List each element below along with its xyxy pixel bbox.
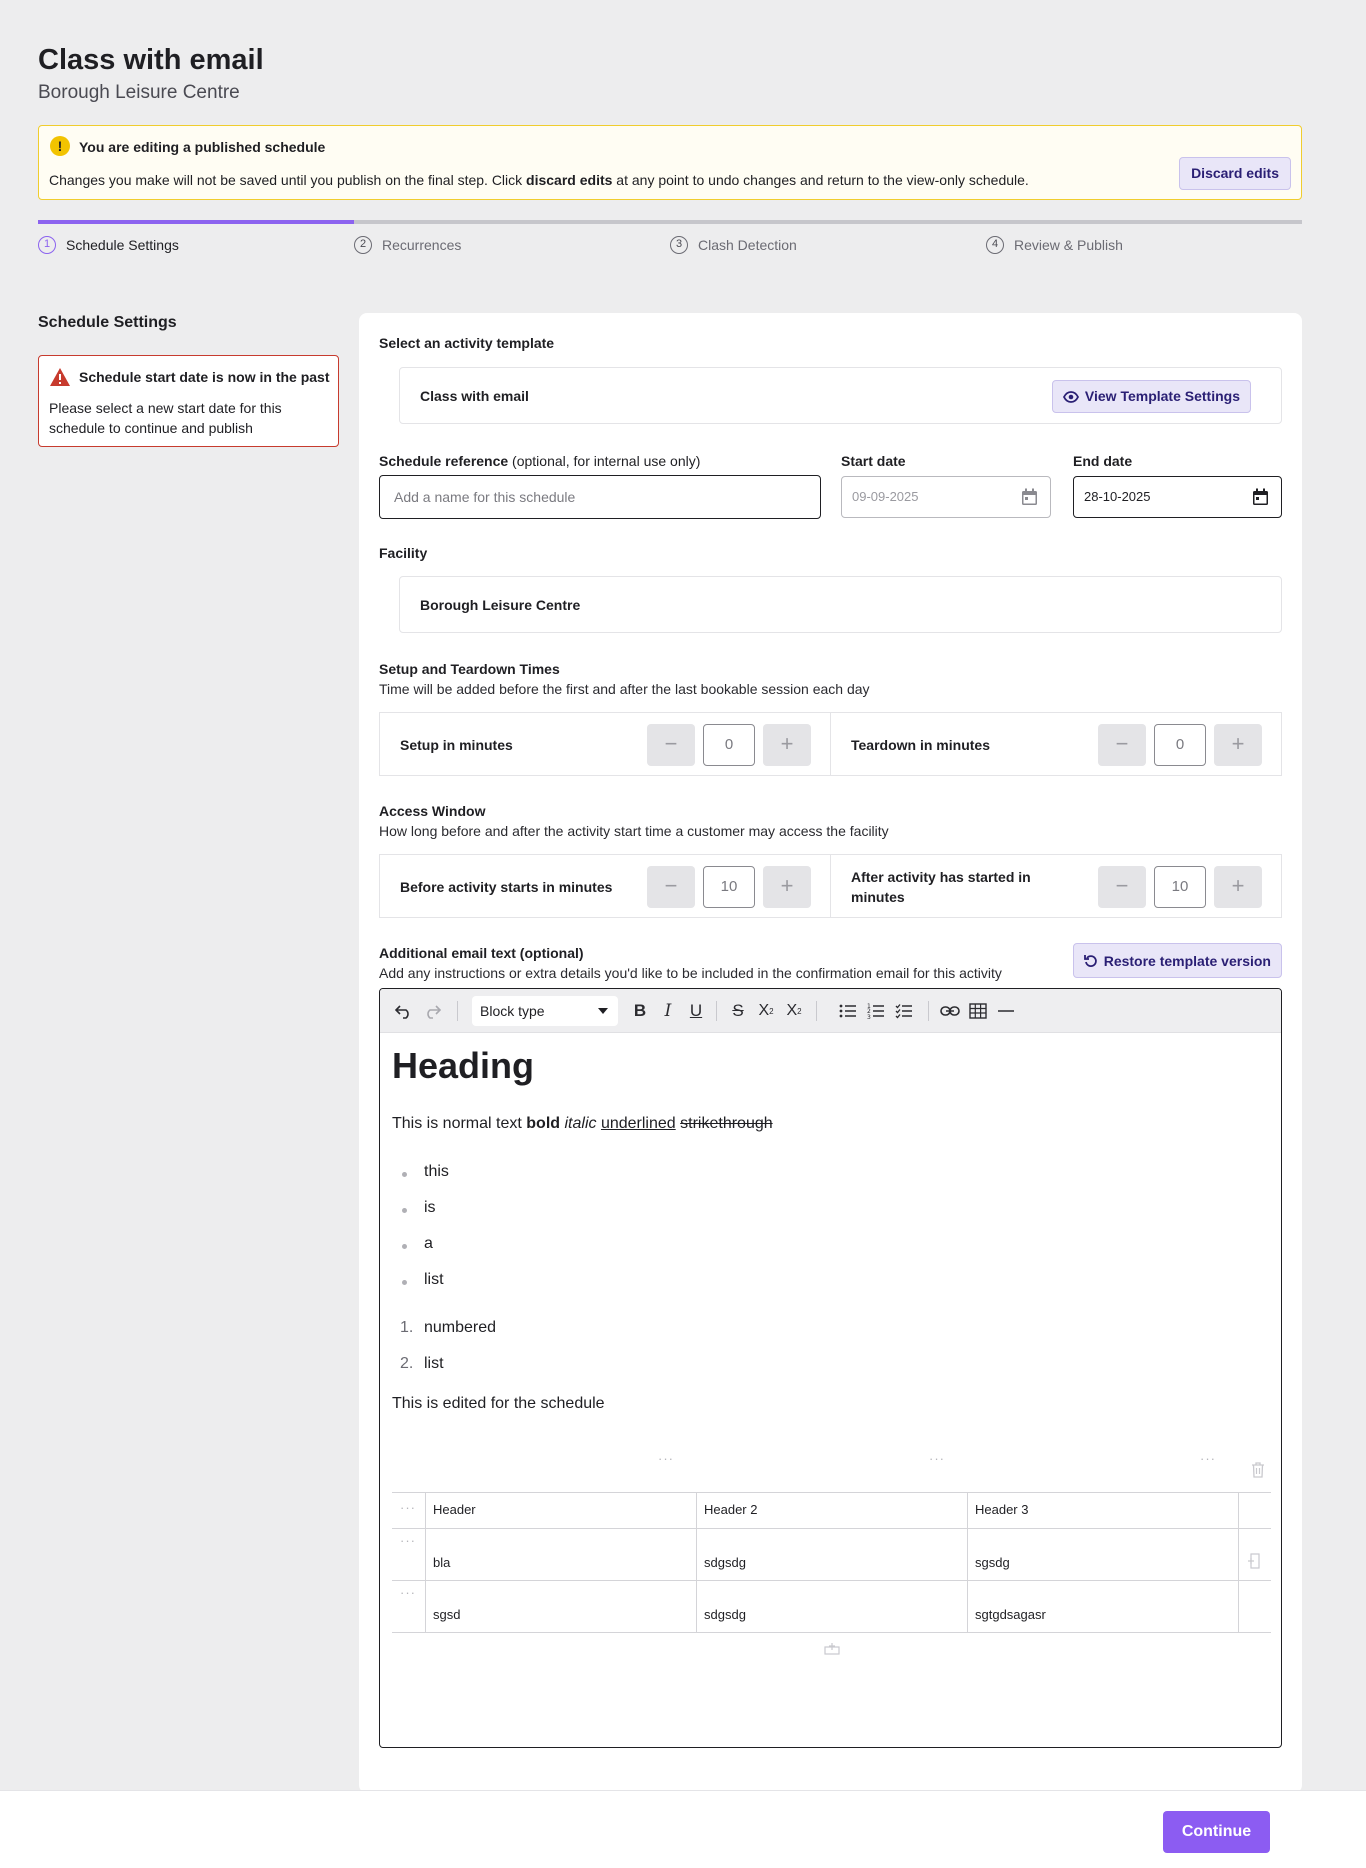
footer-bar [0, 1790, 1366, 1868]
email-text-label: Additional email text (optional) [379, 945, 584, 961]
column-handle-icon[interactable]: ··· [929, 1451, 945, 1466]
underlined-text: underlined [600, 1115, 676, 1132]
before-access-value[interactable]: 10 [703, 866, 755, 908]
add-column-icon[interactable] [1248, 1553, 1260, 1569]
redo-icon[interactable] [420, 999, 444, 1023]
setup-increment-button[interactable]: + [763, 724, 811, 766]
horizontal-rule-icon[interactable] [994, 999, 1018, 1023]
add-row-icon[interactable] [824, 1643, 840, 1655]
list-number: 2. [400, 1355, 414, 1372]
toolbar-divider [457, 1001, 458, 1021]
table-add-column-area [1238, 1529, 1271, 1580]
list-item: this [424, 1163, 449, 1180]
schedule-reference-hint: (optional, for internal use only) [508, 453, 701, 469]
start-date-error-alert [38, 355, 339, 447]
numbered-list-icon[interactable] [864, 999, 888, 1023]
list-item: is [424, 1199, 436, 1216]
setup-label: Setup in minutes [400, 737, 513, 753]
end-date-value: 28-10-2025 [1084, 489, 1151, 504]
rich-text-editor[interactable] [379, 988, 1282, 1748]
error-body: Please select a new start date for this schedule to continue and publish [49, 400, 282, 436]
restore-template-version-label: Restore template version [1103, 952, 1271, 969]
error-heading: Schedule start date is now in the past [79, 369, 330, 385]
facility-value: Borough Leisure Centre [420, 597, 581, 613]
delete-table-icon[interactable] [1251, 1462, 1265, 1478]
table-row [392, 1581, 1271, 1633]
schedule-reference-input[interactable] [379, 475, 821, 519]
link-icon[interactable] [938, 999, 962, 1023]
toolbar-divider [816, 1001, 817, 1021]
table-cell[interactable]: sdgsdg [696, 1529, 967, 1580]
toolbar-divider [716, 1001, 717, 1021]
view-template-settings-button[interactable] [1052, 380, 1251, 413]
underline-icon[interactable]: U [689, 1001, 703, 1020]
before-access-label: Before activity starts in minutes [400, 879, 613, 895]
table-header-cell[interactable]: Header 3 [967, 1493, 1238, 1528]
editor-toolbar [380, 989, 1281, 1033]
after-access-label: After activity has started in minutes [851, 869, 1031, 905]
warning-triangle-icon [49, 367, 71, 387]
undo-icon[interactable] [392, 999, 416, 1023]
table-cell[interactable]: sgsdg [967, 1529, 1238, 1580]
table-add-column-area [1238, 1493, 1271, 1528]
step-recurrences[interactable] [354, 220, 670, 260]
published-schedule-alert [38, 125, 1302, 200]
settings-card [359, 313, 1302, 1793]
column-handle-icon[interactable]: ··· [1200, 1451, 1216, 1466]
block-type-value: Block type [480, 1003, 545, 1019]
teardown-label: Teardown in minutes [851, 737, 990, 753]
step-label: Clash Detection [698, 237, 797, 253]
start-date-label: Start date [841, 453, 906, 469]
teardown-increment-button[interactable]: + [1214, 724, 1262, 766]
schedule-reference-label-text: Schedule reference [379, 453, 509, 469]
teardown-value[interactable]: 0 [1154, 724, 1206, 766]
svg-text:3: 3 [867, 1014, 871, 1020]
alert-body-prefix: Changes you make will not be saved until you publish on the final step. Click [49, 172, 527, 188]
table-header-cell[interactable]: Header [425, 1493, 696, 1528]
progress-stepper [38, 220, 1302, 260]
row-handle-icon[interactable]: ··· [400, 1500, 416, 1515]
restore-icon [1084, 954, 1098, 968]
before-access-panel [379, 854, 831, 918]
warning-circle-icon: ! [50, 136, 70, 156]
normal-text: This is normal text [392, 1115, 527, 1132]
after-access-value[interactable]: 10 [1154, 866, 1206, 908]
table-cell[interactable]: bla [425, 1529, 696, 1580]
alert-body-suffix: at any point to undo changes and return to the view-only schedule. [612, 172, 1029, 188]
page-subtitle: Borough Leisure Centre [38, 82, 240, 103]
access-window-description: How long before and after the activity start time a customer may access the facility [379, 823, 889, 839]
alert-body [49, 172, 1029, 188]
setup-decrement-button[interactable]: − [647, 724, 695, 766]
step-label: Review & Publish [1014, 237, 1123, 253]
bold-text: bold [526, 1115, 561, 1132]
bullet-marker [402, 1244, 407, 1249]
teardown-panel [830, 712, 1282, 776]
facility-label: Facility [379, 545, 428, 561]
setup-value[interactable]: 0 [703, 724, 755, 766]
content-heading: Heading [392, 1045, 535, 1086]
eye-icon [1063, 391, 1079, 403]
access-window-label: Access Window [379, 803, 486, 819]
before-access-decrement-button[interactable]: − [647, 866, 695, 908]
restore-template-version-button[interactable] [1073, 943, 1282, 978]
start-date-value: 09-09-2025 [852, 489, 919, 504]
calendar-icon [1021, 488, 1038, 506]
after-access-decrement-button[interactable]: − [1098, 866, 1146, 908]
numbered-item: list [424, 1355, 444, 1372]
column-handle-icon[interactable]: ··· [658, 1451, 674, 1466]
page-title: Class with email [38, 44, 264, 76]
discard-edits-button[interactable]: Discard edits [1179, 157, 1291, 190]
subscript-icon[interactable]: X 2 [786, 1002, 802, 1019]
before-access-increment-button[interactable]: + [763, 866, 811, 908]
caret-down-icon [598, 1008, 608, 1014]
step-number: 4 [986, 236, 1004, 254]
teardown-decrement-button[interactable]: − [1098, 724, 1146, 766]
step-number: 2 [354, 236, 372, 254]
activity-template-value: Class with email [420, 388, 529, 404]
alert-heading: You are editing a published schedule [79, 139, 326, 155]
setup-panel [379, 712, 831, 776]
bullet-marker [402, 1280, 407, 1285]
italic-text: italic [564, 1115, 597, 1132]
step-number: 1 [38, 236, 56, 254]
row-handle-icon[interactable]: ··· [400, 1585, 416, 1600]
activity-template-label: Select an activity template [379, 335, 555, 351]
after-access-panel [830, 854, 1282, 918]
block-type-select[interactable] [472, 996, 618, 1026]
table-icon[interactable] [966, 999, 990, 1023]
facility-row[interactable] [399, 576, 1282, 633]
bold-icon[interactable]: B [633, 1001, 647, 1020]
alert-body-bold: discard edits [526, 172, 613, 188]
table-cell[interactable]: sgsd [425, 1581, 696, 1632]
schedule-reference-label [379, 453, 700, 469]
step-schedule-settings[interactable] [38, 220, 354, 260]
table-header-row [392, 1493, 1271, 1529]
numbered-item: numbered [424, 1319, 497, 1336]
strikethrough-icon[interactable]: S [732, 1001, 744, 1020]
after-access-increment-button[interactable]: + [1214, 866, 1262, 908]
email-text-description: Add any instructions or extra details you'd like to be included in the confirmation email for this activity [379, 965, 1002, 981]
bullet-marker [402, 1172, 407, 1177]
end-date-label: End date [1073, 453, 1133, 469]
setup-teardown-description: Time will be added before the first and after the last bookable session each day [379, 681, 870, 697]
view-template-settings-label: View Template Settings [1084, 388, 1240, 404]
activity-template-row[interactable] [399, 367, 1282, 424]
superscript-icon[interactable]: X 2 [758, 1002, 774, 1019]
table-row [392, 1529, 1271, 1581]
table-add-column-area [1238, 1581, 1271, 1632]
calendar-icon [1252, 488, 1269, 506]
bullet-marker [402, 1208, 407, 1213]
continue-button[interactable]: Continue [1163, 1811, 1270, 1853]
step-review-publish[interactable] [986, 220, 1302, 260]
content-closing-paragraph: This is edited for the schedule [392, 1395, 605, 1412]
list-item: list [424, 1271, 444, 1288]
list-number: 1. [400, 1319, 414, 1336]
svg-text:1: 1 [867, 1003, 871, 1010]
content-table[interactable] [392, 1492, 1271, 1622]
sidebar-title: Schedule Settings [38, 314, 177, 331]
row-handle-icon[interactable]: ··· [400, 1533, 416, 1548]
list-item: a [424, 1235, 433, 1252]
setup-teardown-label: Setup and Teardown Times [379, 661, 560, 677]
step-label: Recurrences [382, 237, 462, 253]
strikethrough-text: strikethrough [680, 1115, 773, 1132]
table-cell[interactable]: sgtgdsagasr [967, 1581, 1238, 1632]
step-clash-detection[interactable] [670, 220, 986, 260]
bullet-list-icon[interactable] [836, 999, 860, 1023]
content-paragraph [392, 1115, 773, 1133]
table-cell[interactable]: sdgsdg [696, 1581, 967, 1632]
italic-icon[interactable]: I [664, 1001, 672, 1021]
toolbar-divider [928, 1001, 929, 1021]
end-date-field[interactable] [1073, 476, 1282, 518]
checklist-icon[interactable] [892, 999, 916, 1023]
table-header-cell[interactable]: Header 2 [696, 1493, 967, 1528]
step-number: 3 [670, 236, 688, 254]
svg-text:2: 2 [867, 1008, 871, 1015]
start-date-field[interactable] [841, 476, 1051, 518]
step-label: Schedule Settings [66, 237, 179, 253]
